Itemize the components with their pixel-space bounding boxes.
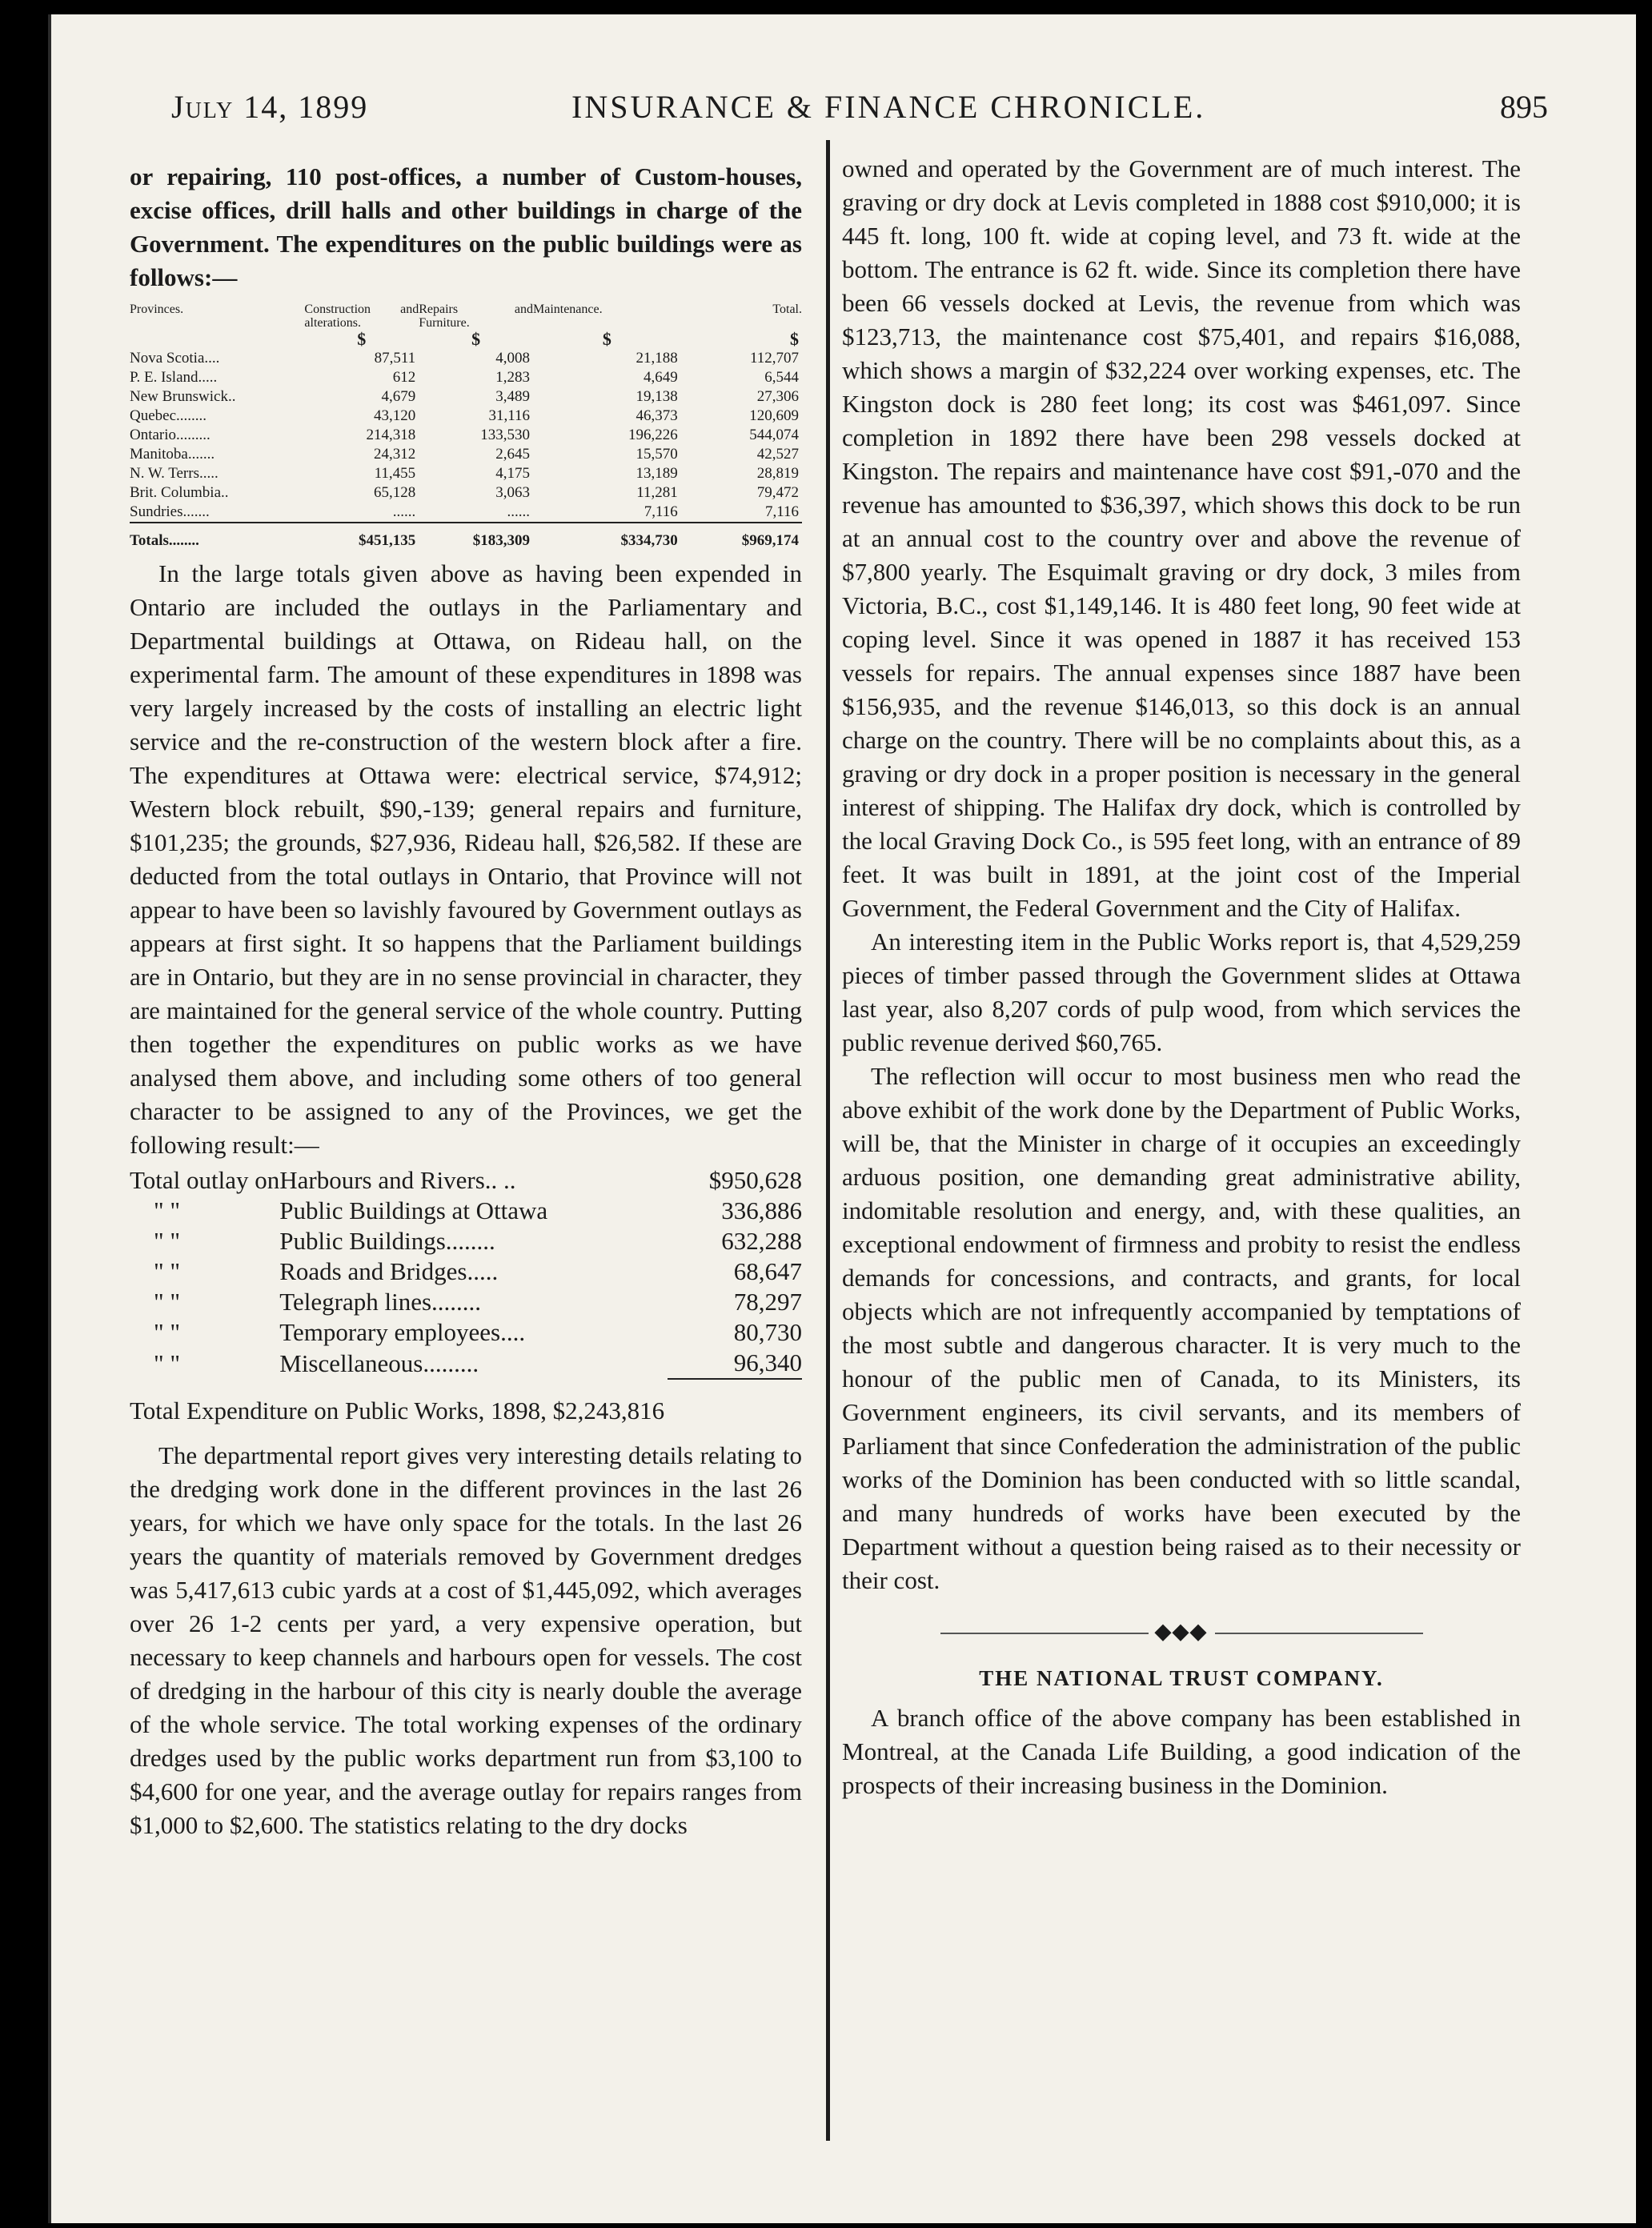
cell-province: Sundries....... [130,503,210,520]
totals-construction: $451,135 [304,523,419,551]
cell-construction: 65,128 [373,484,416,501]
col-header-construction: Construction and alterations. [304,303,419,330]
totals-label: Totals........ [130,523,304,551]
cell-maintenance: 21,188 [636,350,678,367]
cell-maintenance: 7,116 [644,503,678,520]
cell-maintenance: 11,281 [636,484,678,501]
table-row [130,426,802,445]
cell-repairs: 3,489 [495,388,530,405]
cell-province: P. E. Island..... [130,369,218,386]
cell-construction: 612 [392,369,416,386]
left-column [130,160,802,1842]
totals-row [130,523,802,551]
ornament-glyph: ◆◆◆ [1155,1620,1208,1643]
trust-company-paragraph: A branch office of the above company has been established in Montreal, at the Canada Life Building, a good indication of the prospects of their increasing business in the Dominion. [842,1704,1521,1799]
col-header-provinces: Provinces. [130,303,184,316]
summary-amount: $950,628 [708,1166,802,1194]
cell-total: 28,819 [756,465,799,482]
page-number: 895 [1500,89,1548,125]
table-row [130,387,802,407]
summary-prefix: " " [154,1257,181,1285]
summary-row [130,1226,802,1256]
cell-construction: 11,455 [374,465,416,482]
table-row [130,368,802,387]
cell-province: N. W. Terrs..... [130,465,219,482]
summary-row [130,1348,802,1379]
cell-construction: 214,318 [366,427,416,443]
cell-construction: 24,312 [373,446,416,463]
summary-row [130,1165,802,1196]
totals-total: $969,174 [681,523,802,551]
summary-row [130,1196,802,1226]
summary-row [130,1256,802,1287]
ontario-paragraph: In the large totals given above as having been expended in Ontario are included the outlays in the Parliamentary and Departmental buildings at Ottawa, on Rideau hall, on the experimental farm. The amount of these expenditures in 1898 was very largely increased by the costs of installing an electric light service and the re-construction of the western block after a fire. The expenditures at Ottawa were: electrical service, $74,912; Western block rebuilt, $90,-139; general repairs and furniture, $101,235; the grounds, $27,936, Rideau hall, $26,582. If these are deducted from the total outlays in Ontario, that Province will not appear to have been so lavishly favoured by Government outlays as appears at first sight. It so happens that the Parliament buildings are in Ontario, but they are in no sense provincial in character, they are maintained for the general service of the whole country. Putting then together the expenditures on public works as we have analysed them above, and including some others of too general character to be assigned to any of the Provinces, we get the following result:— [130,559,802,1159]
summary-prefix: " " [154,1288,181,1316]
dredging-paragraph: The departmental report gives very interesting details relating to the dredging work done in the different provinces in the last 26 years, for which we have only space for the totals. In the last 26 years the quantity of materials removed by Government dredges was 5,417,613 cubic yards at a cost of $1,445,092, which averages over 26 1-2 cents per yard, a very expensive operation, but necessary to keep channels and harbours open for vessels. The cost of dredging in the harbour of this city is nearly double the average of the whole service. The total working expenses of the ordinary dredges used by the public works department run from $3,100 to $4,600 for one year, and the average outlay for repairs ranges from $1,000 to $2,600. The statistics relating to the dry docks [130,1441,802,1839]
summary-amount: 78,297 [733,1288,802,1316]
column-divider [826,140,830,2141]
totals-maintenance: $334,730 [533,523,681,551]
table-row [130,483,802,503]
summary-item: Miscellaneous......... [279,1348,479,1377]
issue-date: July 14, 1899 [171,89,369,125]
table-row [130,445,802,464]
cell-maintenance: 15,570 [636,446,678,463]
cell-maintenance: 19,138 [636,388,678,405]
cell-construction: 87,511 [374,350,416,367]
summary-item: Public Buildings........ [279,1227,495,1255]
table-header-row [130,303,802,330]
cell-total: 7,116 [764,503,799,520]
table-row [130,407,802,426]
cell-repairs: 1,283 [495,369,530,386]
cell-construction: 4,679 [381,388,416,405]
reflection-paragraph: The reflection will occur to most business men who read the above exhibit of the work done by the Department of Public Works, will be, that the Minister in charge of it occupies an exceedingly arduous position, one demanding great administrative ability, indomitable resolution and energy, and, with these qualities, an exceptional endowment of firmness and probity to resist the endless demands for concessions, and contracts, and grants, for local objects which are not infrequently accompanied by temptations of the most subtle and dangerous character. It is very much to the honour of the public men of Canada, to its Ministers, its Government engineers, its civil servants, and its members of Parliament that since Confederation the administration of the public works of the Dominion has been conducted with so little scandal, and many hundreds of works have been executed by the Department without a question being raised as to their necessity or their cost. [842,1062,1521,1594]
publication-title: INSURANCE & FINANCE CHRONICLE. [571,89,1206,125]
currency-blank [130,330,304,349]
cell-total: 6,544 [764,369,799,386]
summary-item: Temporary employees.... [279,1318,526,1346]
summary-item: Public Buildings at Ottawa [279,1196,548,1224]
ornament-rule-left [940,1633,1149,1634]
table-row [130,349,802,368]
currency-symbol: $ [790,329,799,349]
cell-construction: ...... [392,503,416,520]
summary-row [130,1287,802,1317]
right-column [842,152,1521,1802]
public-buildings-table [130,303,802,551]
cell-maintenance: 196,226 [628,427,678,443]
currency-row [130,330,802,349]
cell-maintenance: 13,189 [636,465,678,482]
currency-symbol: $ [357,329,367,349]
cell-repairs: ...... [507,503,530,520]
summary-amount: 68,647 [733,1257,802,1285]
table-row [130,464,802,483]
col-header-repairs: Repairs and Furniture. [419,303,533,330]
summary-item: Harbours and Rivers.. .. [279,1166,516,1194]
cell-construction: 43,120 [373,407,416,424]
cell-total: 120,609 [749,407,799,424]
ornament-rule-right [1215,1633,1423,1634]
cell-total: 27,306 [756,388,799,405]
cell-repairs: 2,645 [495,446,530,463]
table-row [130,503,802,523]
cell-maintenance: 46,373 [636,407,678,424]
summary-item: Telegraph lines........ [279,1288,482,1316]
cell-repairs: 4,008 [495,350,530,367]
summary-prefix: Total outlay on [130,1166,280,1194]
cell-total: 42,527 [756,446,799,463]
summary-prefix: " " [154,1227,181,1255]
section-title: THE NATIONAL TRUST COMPANY. [979,1666,1384,1690]
summary-prefix: " " [154,1318,181,1346]
cell-province: Manitoba....... [130,446,215,463]
page-header [171,88,1548,136]
summary-table [130,1165,802,1380]
summary-prefix: " " [154,1348,181,1377]
totals-repairs: $183,309 [419,523,533,551]
summary-item: Roads and Bridges..... [279,1257,499,1285]
summary-amount: 80,730 [733,1318,802,1346]
cell-maintenance: 4,649 [644,369,678,386]
cell-total: 112,707 [749,350,799,367]
intro-paragraph: or repairing, 110 post-offices, a number of Custom-houses, excise offices, drill halls and other buildings in charge of the Government. The expenditures on the public buildings were as follows:— [130,162,802,291]
summary-prefix: " " [154,1196,181,1224]
cell-province: Nova Scotia.... [130,350,220,367]
cell-repairs: 133,530 [480,427,530,443]
timber-paragraph: An interesting item in the Public Works report is, that 4,529,259 pieces of timber passed through the Government slides at Ottawa last year, also 8,207 cords of pulp wood, from which services the public revenue derived $60,765. [842,928,1521,1056]
summary-amount: 632,288 [721,1227,802,1255]
summary-amount: 96,340 [668,1348,802,1379]
dry-docks-paragraph: owned and operated by the Government are of much interest. The graving or dry dock at Levis completed in 1888 cost $910,000; it is 445 ft. long, 100 ft. wide at coping level, and 73 ft. wide at the bottom. The entrance is 62 ft. wide. Since its completion there have been 66 vessels docked at Levis, the revenue from which was $123,713, the maintenance cost $75,401, and repairs $16,088, which shows a margin of $32,224 over working expenses, etc. The Kingston dock is 280 feet long; its cost was $461,097. Since completion in 1892 there have been 298 vessels docked at Kingston. The repairs and maintenance have cost $91,-070 and the revenue has amounted to $36,397, which shows this dock to be run at an annual cost to the country over and above the revenue of $7,800 yearly. The Esquimalt graving or dry dock, 3 miles from Victoria, B.C., cost $1,149,146. It is 480 feet long, 90 feet wide at coping level. Since it was opened in 1887 it has received 153 vessels for repairs. The annual expenses since 1887 have been $156,935, and the revenue $146,013, so this dock is an annual charge on the country. There will be no complaints about this, as a graving or dry dock in a proper position is necessary in the general interest of shipping. The Halifax dry dock, which is controlled by the local Graving Dock Co., is 595 feet long, with an entrance of 89 feet. It was built in 1891, at the joint cost of the Imperial Government, the Federal Government and the City of Halifax. [842,154,1521,922]
cell-repairs: 31,116 [488,407,530,424]
col-header-total: Total. [772,303,802,316]
cell-province: Ontario......... [130,427,211,443]
cell-repairs: 4,175 [495,465,530,482]
cell-repairs: 3,063 [495,484,530,501]
cell-total: 79,472 [756,484,799,501]
total-expenditure-line: Total Expenditure on Public Works, 1898, $2,243,816 [130,1397,665,1425]
cell-province: Brit. Columbia.. [130,484,229,501]
section-ornament [842,1615,1521,1649]
cell-province: Quebec........ [130,407,207,424]
cell-province: New Brunswick.. [130,388,236,405]
currency-symbol: $ [602,329,611,349]
col-header-maintenance: Maintenance. [532,303,603,316]
summary-row [130,1317,802,1348]
currency-symbol: $ [471,329,481,349]
summary-amount: 336,886 [721,1196,802,1224]
cell-total: 544,074 [749,427,799,443]
